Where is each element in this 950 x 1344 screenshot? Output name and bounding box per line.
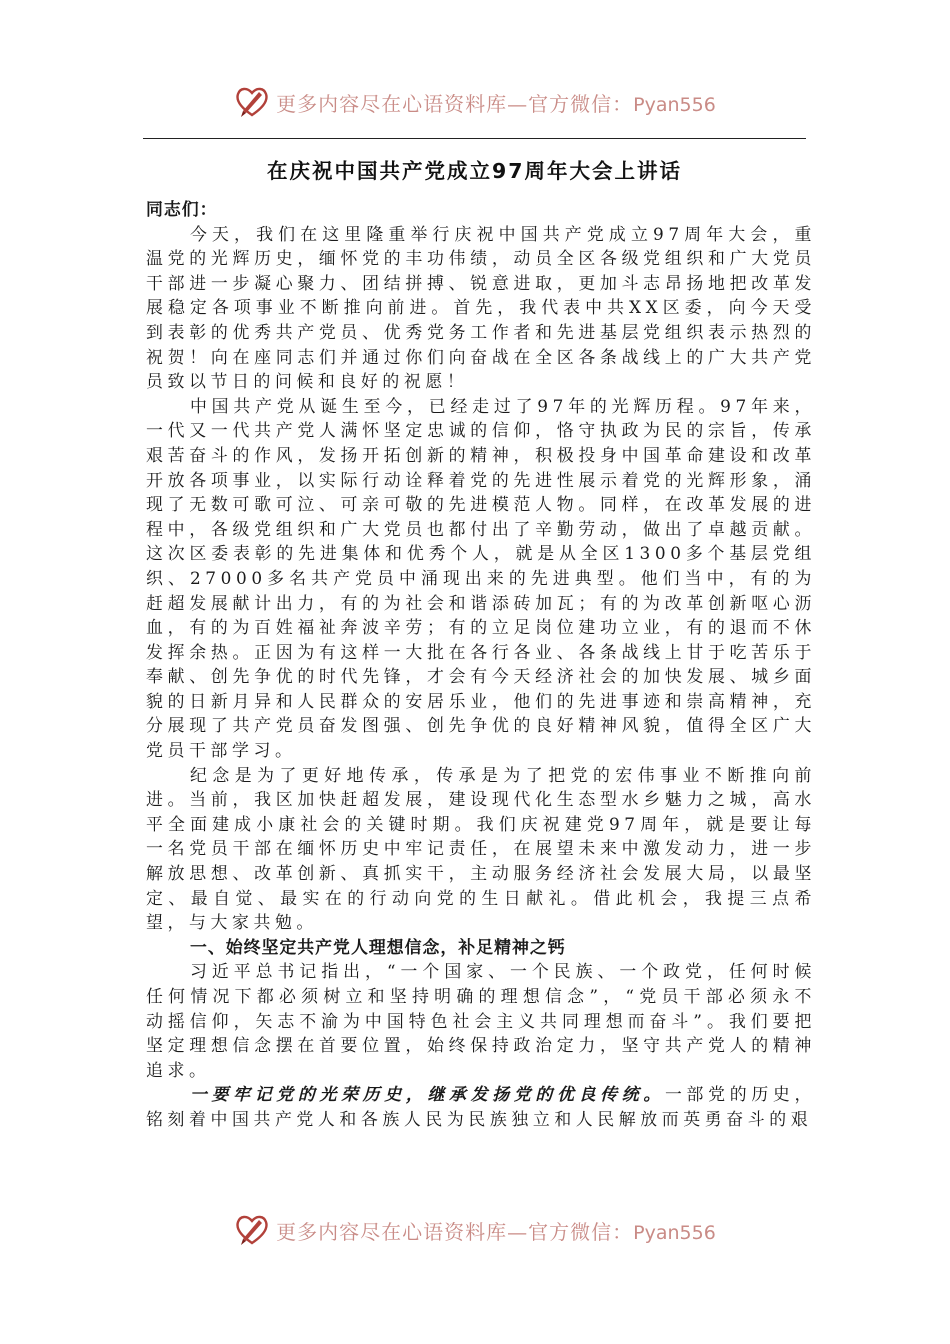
body-paragraph: 今天，我们在这里隆重举行庆祝中国共产党成立97周年大会，重温党的光辉历史，缅怀党的丰功伟绩，动员全区各级党组织和广大党员干部进一步凝心聚力、团结拼搏、锐意进取，更加斗志昂扬地把改革发展稳定各项事业不断推向前进。首先，我代表中共XX区委，向今天受到表彰的优秀共产党员、优秀党务工作者和先进基层党组织表示热烈的祝贺！向在座同志们并通过你们向奋战在全区各条战线上的广大共产党员致以节日的问候和良好的祝愿！ bbox=[146, 223, 816, 392]
banner-handle: Pyan556 bbox=[633, 1221, 716, 1244]
body-paragraph: 纪念是为了更好地传承，传承是为了把党的宏伟事业不断推向前进。当前，我区加快赶超发展，建设现代化生态型水乡魅力之城，高水平全面建成小康社会的关键时期。我们庆祝建党97周年，就是要让每一名党员干部在缅怀历史中牢记责任，在展望未来中激发动力，进一步解放思想、改革创新、真抓实干，主动服务经济社会发展大局，以最坚定、最自觉、最实在的行动向党的生日献礼。借此机会，我提三点希望，与大家共勉。 bbox=[146, 764, 816, 933]
pen-heart-logo-icon bbox=[234, 1212, 270, 1248]
document-title: 在庆祝中国共产党成立97周年大会上讲话 bbox=[266, 159, 683, 183]
body-paragraph: 中国共产党从诞生至今，已经走过了97年的光辉历程。97年来，一代又一代共产党人满怀坚定忠诚的信仰，恪守执政为民的宗旨，传承艰苦奋斗的作风，发扬开拓创新的精神，积极投身中国革命建设和改革开放各项事业，以实际行动诠释着党的先进性展示着党的光辉形象，涌现了无数可歌可泣、可亲可敬的先进模范人物。同样，在改革发展的进程中，各级党组织和广大党员也都付出了辛勤劳动，做出了卓越贡献。这次区委表彰的先进集体和优秀个人，就是从全区1300多个基层党组织、27000多名共产党员中涌现出来的先进典型。他们当中，有的为赶超发展献计出力，有的为社会和谐添砖加瓦；有的为改革创新呕心沥血，有的为百姓福祉奔波辛劳；有的立足岗位建功立业，有的退而不休发挥余热。正因为有这样一大批在各行各业、各条战线上甘于吃苦乐于奉献、创先争优的时代先锋，才会有今天经济社会的加快发展、城乡面貌的日新月异和人民群众的安居乐业，他们的先进事迹和崇高精神，充分展现了共产党员奋发图强、创先争优的良好精神风貌，值得全区广大党员干部学习。 bbox=[146, 395, 816, 761]
salutation: 同志们： bbox=[146, 199, 218, 219]
body-paragraph: 习近平总书记指出，“一个国家、一个民族、一个政党，任何时候任何情况下都必须树立和坚持明确的理想信念”，“党员干部必须永不动摇信仰，矢志不渝为中国特色社会主义共同理想而奋斗”。我们要把坚定理想信念摆在首要位置，始终保持政治定力，坚守共产党人的精神追求。 bbox=[146, 961, 816, 1080]
body-paragraph bbox=[146, 1082, 816, 1131]
lead-continuation: 一部党的历史，铭刻着中国共产党人和各族人民为民族独立和人民解放而英勇奋斗的艰 bbox=[146, 1084, 816, 1129]
section-heading: 一、始终坚定共产党人理想信念，补足精神之钙 bbox=[189, 936, 566, 957]
banner-text: 更多内容尽在心语资料库—官方微信：Pyan556 bbox=[276, 91, 716, 116]
lead-sentence: 一要牢记党的光荣历史，继承发扬党的优良传统。 bbox=[189, 1084, 665, 1105]
banner-text: 更多内容尽在心语资料库—官方微信：Pyan556 bbox=[276, 1219, 716, 1244]
banner-handle: Pyan556 bbox=[633, 93, 716, 116]
footer-watermark-banner bbox=[0, 1208, 950, 1252]
header-divider bbox=[143, 138, 806, 139]
document-body bbox=[146, 197, 816, 1132]
header-watermark-banner bbox=[0, 80, 950, 124]
pen-heart-logo-icon bbox=[234, 84, 270, 120]
